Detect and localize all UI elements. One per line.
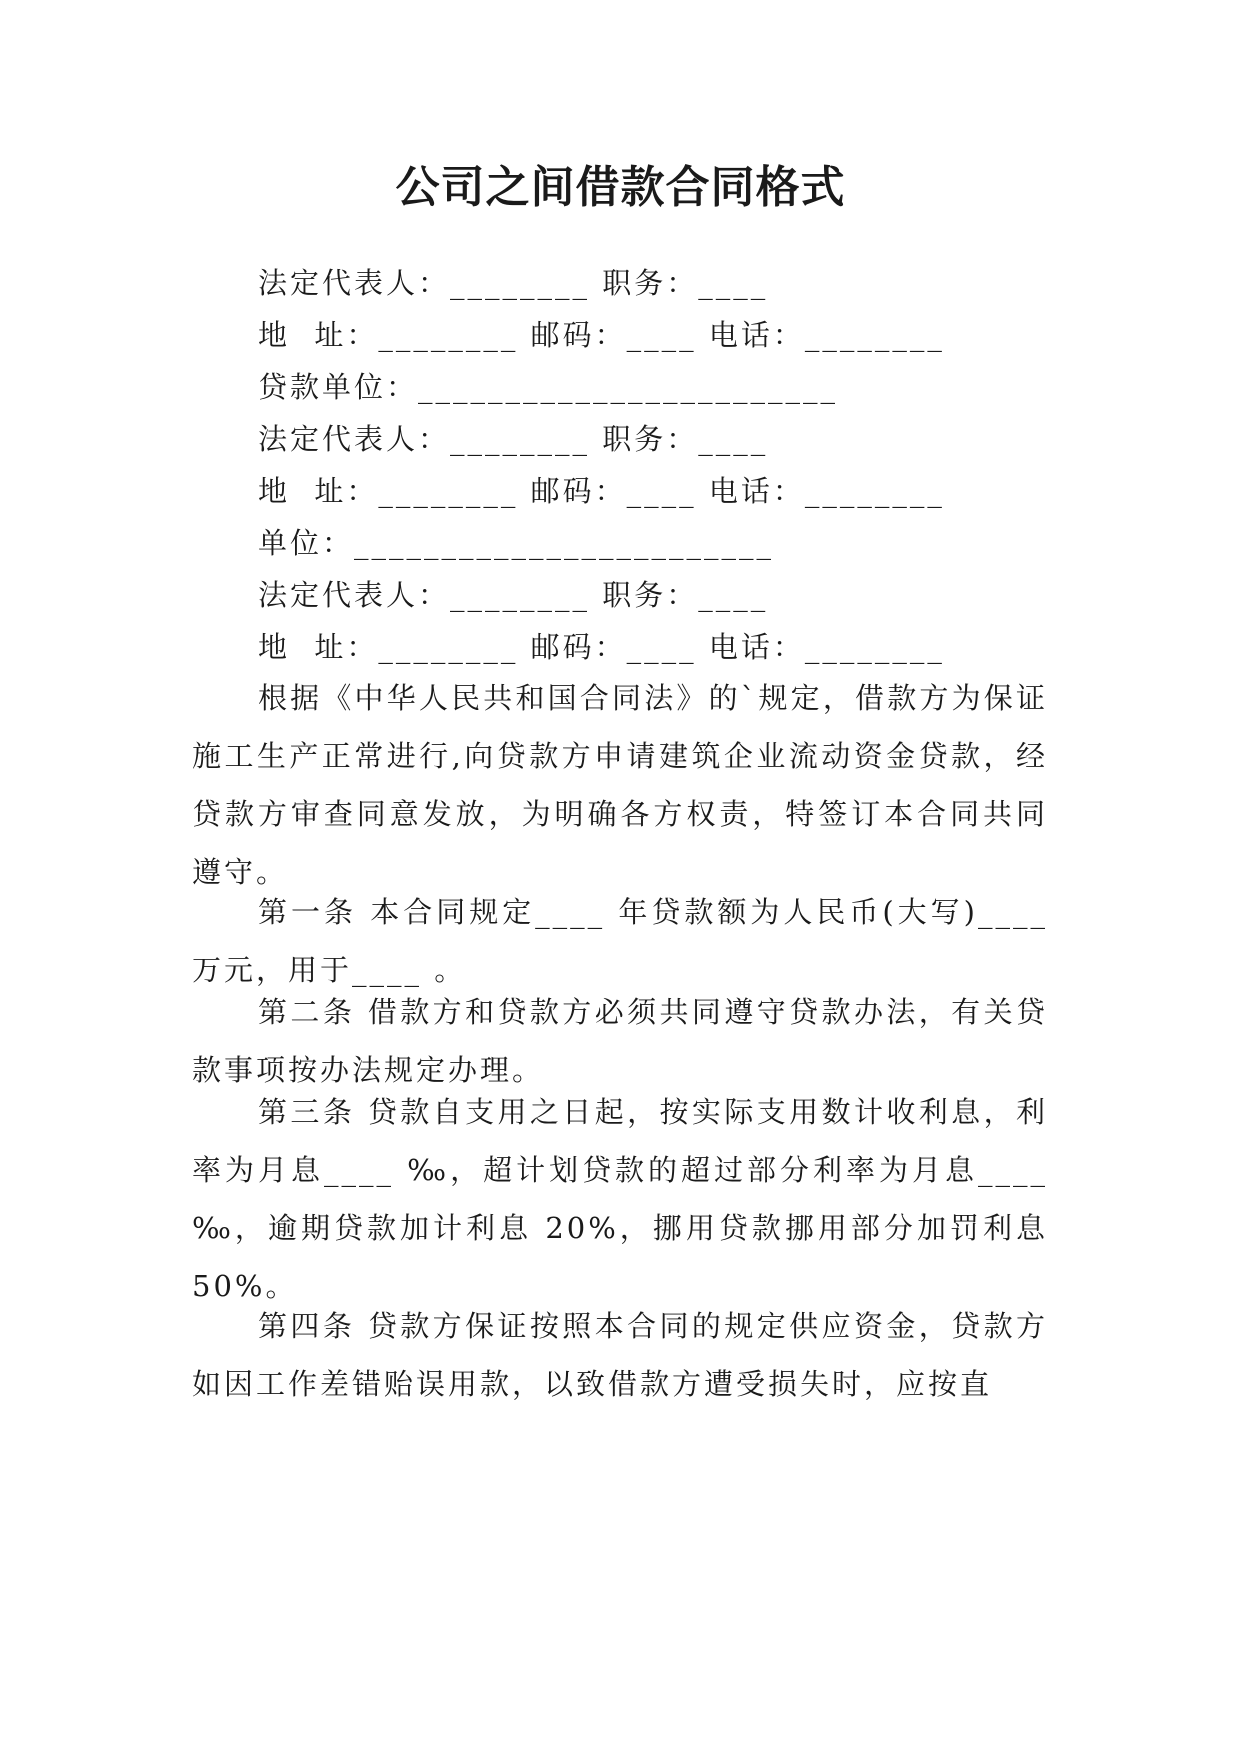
document-title: 公司之间借款合同格式 — [395, 162, 846, 213]
legal-rep-line-3: 法定代表人：________ 职务：____ — [258, 578, 769, 612]
unit-line: 单位：________________________ — [258, 526, 775, 560]
article-1-text: 第一条 本合同规定____ 年贷款额为人民币(大写)____万元，用于____ 。 — [192, 895, 1048, 987]
article-4-paragraph — [192, 1297, 1048, 1413]
article-3-text: 第三条 贷款自支用之日起，按实际支用数计收利息，利率为月息____ ‰，超计划贷款的超过部分利率为月息____ ‰，逾期贷款加计利息 20%，挪用贷款挪用部分加罚利息 50%。 — [192, 1095, 1061, 1303]
legal-rep-line-2: 法定代表人：________ 职务：____ — [258, 422, 769, 456]
preamble-text: 根据《中华人民共和国合同法》的`规定，借款方为保证施工生产正常进行,向贷款方申请建筑企业流动资金贷款，经贷款方审查同意发放，为明确各方权责，特签订本合同共同遵守。 — [192, 681, 1048, 889]
preamble-paragraph — [192, 669, 1048, 901]
lender-unit-line: 贷款单位：________________________ — [258, 370, 839, 404]
article-3-paragraph — [192, 1083, 1061, 1315]
address-line-3: 地 址：________ 邮码：____ 电话：________ — [258, 630, 945, 664]
address-line-1: 地 址：________ 邮码：____ 电话：________ — [258, 318, 945, 352]
article-2-text: 第二条 借款方和贷款方必须共同遵守贷款办法，有关贷款事项按办法规定办理。 — [192, 995, 1048, 1087]
address-line-2: 地 址：________ 邮码：____ 电话：________ — [258, 474, 945, 508]
article-1-paragraph — [192, 883, 1048, 999]
article-4-text: 第四条 贷款方保证按照本合同的规定供应资金，贷款方如因工作差错贻误用款，以致借款方遭受损失时，应按直 — [192, 1309, 1048, 1401]
legal-rep-line-1: 法定代表人：________ 职务：____ — [258, 266, 769, 300]
article-2-paragraph — [192, 983, 1048, 1099]
